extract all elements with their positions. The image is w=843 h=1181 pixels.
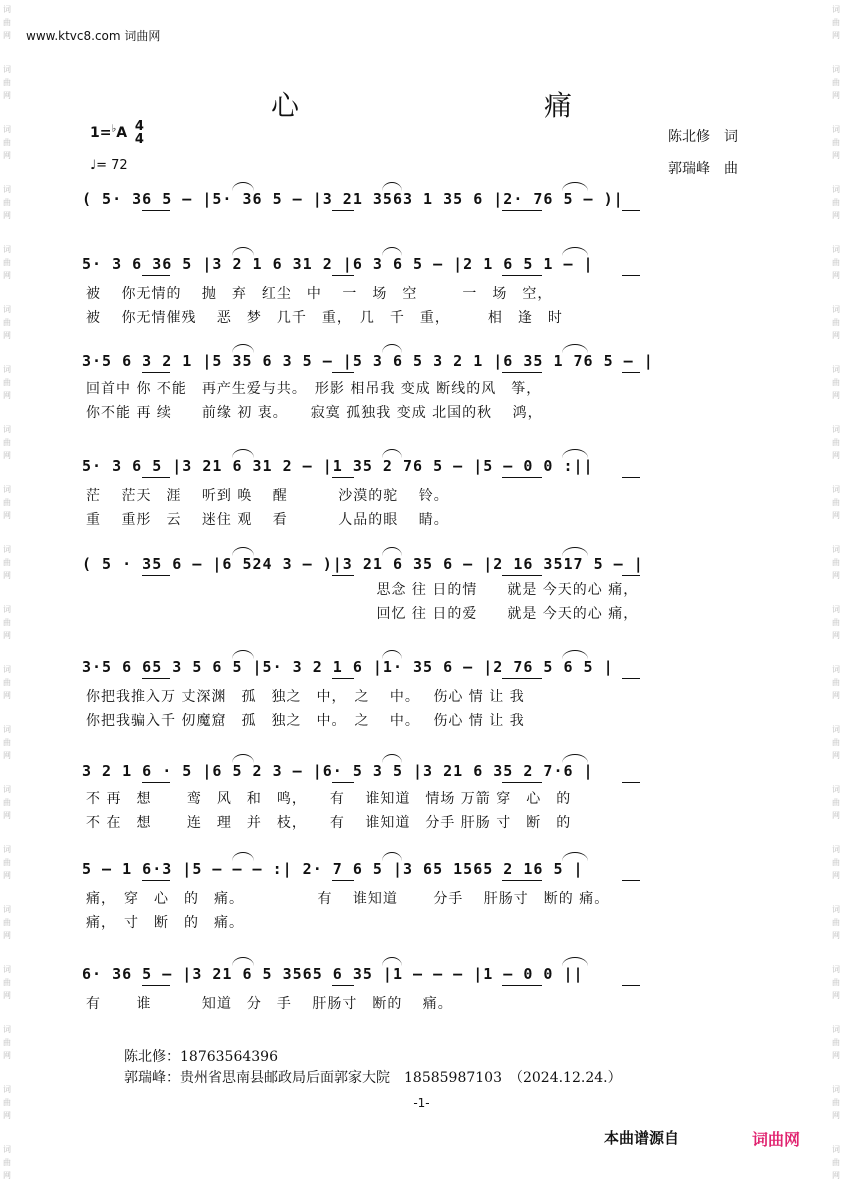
- watermark-char: 词: [3, 845, 11, 854]
- slur-arc: [562, 852, 588, 861]
- watermark-char: 网: [3, 1111, 11, 1120]
- watermark-char: 网: [832, 391, 840, 400]
- watermark-char: 网: [832, 931, 840, 940]
- watermark-char: 词: [3, 245, 11, 254]
- watermark-char: 网: [3, 631, 11, 640]
- beam-line: [332, 477, 354, 479]
- lyric-verse-2: 痛， 寸 断 的 痛。: [86, 915, 244, 931]
- watermark-char: 网: [832, 1111, 840, 1120]
- right-watermark-strip: [829, 0, 843, 1180]
- watermark-char: 曲: [832, 678, 840, 687]
- slur-arc: [562, 182, 588, 191]
- lyric-verse-1: 思念 往 日的情 就是 今天的心 痛，: [86, 582, 639, 598]
- watermark-char: 曲: [3, 798, 11, 807]
- lyric-verse-1: 有 谁 知道 分 手 肝肠寸 断的 痛。: [86, 996, 453, 1012]
- watermark-char: 曲: [832, 798, 840, 807]
- watermark-char: 词: [832, 1025, 840, 1034]
- beam-line: [332, 985, 354, 987]
- beam-line: [142, 678, 170, 680]
- watermark-char: 网: [3, 1171, 11, 1180]
- watermark-char: 曲: [3, 378, 11, 387]
- watermark-char: 曲: [832, 978, 840, 987]
- slur-arc: [382, 449, 402, 458]
- watermark-char: 曲: [832, 858, 840, 867]
- song-title: 心 痛: [271, 89, 690, 122]
- notation-line: 5· 3 6 36 5 |3 2 1 6 31 2 |6 3 6 5 — |2 1 6 5 1 — |: [82, 255, 594, 273]
- watermark-char: 曲: [3, 1038, 11, 1047]
- watermark-char: 网: [3, 271, 11, 280]
- slur-arc: [232, 754, 254, 763]
- watermark-char: 词: [832, 545, 840, 554]
- watermark-char: 网: [3, 991, 11, 1000]
- watermark-char: 曲: [3, 498, 11, 507]
- slur-arc: [562, 344, 588, 353]
- lyric-verse-1: 你把我推入万 丈深渊 孤 独之 中， 之 中。 伤心 情 让 我: [86, 689, 525, 705]
- lyric-verse-2: 重 重彤 云 迷住 观 看 人品的眼 睛。: [86, 512, 449, 528]
- slur-arc: [382, 650, 402, 659]
- key-signature: [90, 120, 144, 146]
- slur-arc: [232, 852, 254, 861]
- lyric-verse-1: 不 再 想 鸾 风 和 鸣， 有 谁知道 情场 万箭 穿 心 的: [86, 791, 572, 807]
- watermark-char: 网: [832, 271, 840, 280]
- watermark-char: 词: [3, 545, 11, 554]
- watermark-char: 曲: [832, 618, 840, 627]
- lyric-verse-2: 你不能 再 续 前缘 初 衷。 寂寞 孤独我 变成 北国的秋 鸿，: [86, 405, 543, 421]
- composer-credit: 郭瑞峰 曲: [668, 161, 738, 177]
- watermark-char: 词: [832, 485, 840, 494]
- watermark-char: 词: [832, 305, 840, 314]
- beam-line: [332, 372, 354, 374]
- beam-line: [622, 985, 640, 987]
- watermark-char: 网: [832, 871, 840, 880]
- beam-line: [142, 880, 170, 882]
- slur-arc: [382, 547, 402, 556]
- slur-arc: [382, 344, 402, 353]
- notation-line: 5 — 1 6·3 |5 — — — :| 2· 7 6 5 |3 65 1565 2 16 5 |: [82, 860, 584, 878]
- key-prefix: 1=: [90, 125, 112, 141]
- watermark-char: 曲: [832, 78, 840, 87]
- watermark-char: 网: [3, 211, 11, 220]
- notation-line: 3·5 6 3 2 1 |5 35 6 3 5 — |5 3 6 5 3 2 1 |6 35 1 76 5 — |: [82, 352, 654, 370]
- notation-line: 3 2 1 6 · 5 |6 5 2 3 — |6· 5 3 5 |3 21 6 35 2 7·6 |: [82, 762, 594, 780]
- slur-arc: [562, 650, 588, 659]
- watermark-char: 词: [3, 1085, 11, 1094]
- score-row: [82, 457, 762, 528]
- score-row: [82, 555, 762, 622]
- watermark-char: 词: [832, 905, 840, 914]
- watermark-char: 词: [832, 245, 840, 254]
- notation-line: 3·5 6 65 3 5 6 5 |5· 3 2 1 6 |1· 35 6 — |2 76 5 6 5 |: [82, 658, 614, 676]
- time-signature: [135, 120, 144, 146]
- beam-line: [502, 575, 542, 577]
- watermark-char: 网: [832, 31, 840, 40]
- slur-arc: [232, 650, 254, 659]
- score-row: [82, 965, 762, 1025]
- watermark-char: 网: [832, 811, 840, 820]
- notation-line: ( 5 · 35 6 — |6 524 3 — )|3 21 6 35 6 — |2 16 3517 5 — |: [82, 555, 644, 573]
- watermark-char: 曲: [832, 438, 840, 447]
- beam-line: [142, 372, 170, 374]
- watermark-char: 曲: [832, 198, 840, 207]
- beam-line: [502, 782, 542, 784]
- beam-line: [502, 275, 542, 277]
- beam-line: [622, 210, 640, 212]
- tempo-mark: ♩= 72: [90, 158, 128, 173]
- flat-sign: ♭: [111, 123, 117, 135]
- lyric-verse-2: 不 在 想 连 理 并 枝， 有 谁知道 分手 肝肠 寸 断 的: [86, 815, 572, 831]
- score-row: [82, 190, 762, 250]
- watermark-char: 词: [832, 125, 840, 134]
- watermark-char: 网: [832, 751, 840, 760]
- beam-line: [622, 372, 640, 374]
- watermark-char: 词: [3, 665, 11, 674]
- lyric-verse-1: 回首中 你 不能 再产生爱与共。 形影 相吊我 变成 断线的风 筝，: [86, 381, 542, 397]
- slur-arc: [562, 754, 588, 763]
- notation-line: 6· 36 5 — |3 21 6 5 3565 6 35 |1 — — — |1 — 0 0 ||: [82, 965, 584, 983]
- watermark-char: 曲: [3, 438, 11, 447]
- beam-line: [332, 782, 354, 784]
- watermark-char: 网: [832, 991, 840, 1000]
- score-row: [82, 352, 762, 421]
- beam-line: [502, 678, 542, 680]
- slur-arc: [232, 449, 254, 458]
- slur-arc: [562, 547, 588, 556]
- left-watermark-strip: [0, 0, 14, 1180]
- watermark-char: 曲: [832, 318, 840, 327]
- slur-arc: [382, 957, 402, 966]
- notation-line: ( 5· 36 5 — |5· 36 5 — |3 21 3563 1 35 6 |2· 76 5 — )|: [82, 190, 624, 208]
- beam-line: [332, 210, 354, 212]
- beam-line: [622, 880, 640, 882]
- watermark-char: 曲: [3, 678, 11, 687]
- beam-line: [622, 275, 640, 277]
- watermark-char: 词: [3, 5, 11, 14]
- watermark-char: 曲: [3, 1158, 11, 1167]
- contact-composer: 郭瑞峰：贵州省思南县邮政局后面郭家大院 18585987103 （2024.12.24.）: [124, 1070, 622, 1086]
- slur-arc: [382, 182, 402, 191]
- lyric-verse-2: 被 你无情催残 恶 梦 几千 重， 几 千 重， 相 逢 时: [86, 310, 563, 326]
- beam-line: [142, 985, 170, 987]
- slur-arc: [382, 852, 402, 861]
- watermark-char: 网: [832, 571, 840, 580]
- watermark-char: 词: [832, 725, 840, 734]
- watermark-char: 网: [832, 211, 840, 220]
- watermark-char: 词: [3, 365, 11, 374]
- key-note: A: [116, 125, 128, 141]
- lyric-verse-1: 被 你无情的 抛 弃 红尘 中 一 场 空 一 场 空，: [86, 286, 553, 302]
- score-row: [82, 762, 762, 831]
- slur-arc: [382, 754, 402, 763]
- watermark-char: 网: [3, 451, 11, 460]
- beam-line: [622, 782, 640, 784]
- watermark-char: 曲: [3, 558, 11, 567]
- watermark-char: 曲: [832, 258, 840, 267]
- beam-line: [142, 275, 170, 277]
- score-row: [82, 658, 762, 729]
- watermark-char: 词: [832, 605, 840, 614]
- watermark-char: 曲: [3, 858, 11, 867]
- watermark-char: 词: [3, 425, 11, 434]
- beam-line: [142, 575, 170, 577]
- watermark-char: 曲: [3, 258, 11, 267]
- watermark-char: 词: [832, 5, 840, 14]
- watermark-char: 词: [3, 965, 11, 974]
- watermark-char: 曲: [832, 138, 840, 147]
- watermark-char: 曲: [3, 18, 11, 27]
- watermark-char: 曲: [832, 1038, 840, 1047]
- contact-lyricist: 陈北修：18763564396: [124, 1049, 278, 1065]
- watermark-char: 曲: [832, 1098, 840, 1107]
- watermark-char: 词: [832, 845, 840, 854]
- watermark-char: 网: [832, 331, 840, 340]
- watermark-char: 曲: [832, 558, 840, 567]
- beam-line: [502, 372, 542, 374]
- watermark-char: 词: [3, 785, 11, 794]
- lyric-verse-2: 你把我骗入千 仞魔窟 孤 独之 中。 之 中。 伤心 情 让 我: [86, 713, 525, 729]
- beam-line: [142, 210, 170, 212]
- watermark-char: 曲: [3, 318, 11, 327]
- watermark-char: 曲: [832, 918, 840, 927]
- watermark-char: 网: [832, 1171, 840, 1180]
- watermark-char: 词: [832, 965, 840, 974]
- slur-arc: [232, 957, 254, 966]
- slur-arc: [232, 547, 254, 556]
- watermark-char: 词: [3, 725, 11, 734]
- watermark-char: 词: [832, 1145, 840, 1154]
- beam-line: [622, 678, 640, 680]
- watermark-char: 曲: [3, 198, 11, 207]
- watermark-char: 词: [832, 365, 840, 374]
- watermark-char: 曲: [3, 918, 11, 927]
- watermark-char: 词: [3, 125, 11, 134]
- watermark-char: 词: [832, 665, 840, 674]
- watermark-char: 词: [3, 185, 11, 194]
- watermark-char: 曲: [3, 978, 11, 987]
- notation-line: 5· 3 6 5 |3 21 6 31 2 — |1 35 2 76 5 — |5 — 0 0 :||: [82, 457, 594, 475]
- watermark-char: 词: [832, 785, 840, 794]
- lyric-verse-1: 痛， 穿 心 的 痛。 有 谁知道 分手 肝肠寸 断的 痛。: [86, 891, 610, 907]
- watermark-char: 词: [832, 185, 840, 194]
- beam-line: [142, 782, 170, 784]
- watermark-char: 网: [832, 1051, 840, 1060]
- watermark-char: 网: [832, 511, 840, 520]
- watermark-char: 网: [832, 151, 840, 160]
- slur-arc: [562, 957, 588, 966]
- beam-line: [142, 477, 170, 479]
- watermark-char: 曲: [832, 18, 840, 27]
- watermark-char: 词: [832, 65, 840, 74]
- watermark-char: 曲: [3, 138, 11, 147]
- watermark-char: 曲: [3, 738, 11, 747]
- watermark-char: 词: [3, 305, 11, 314]
- time-bottom: 4: [134, 132, 144, 147]
- watermark-char: 网: [3, 151, 11, 160]
- watermark-char: 网: [3, 391, 11, 400]
- watermark-char: 网: [3, 751, 11, 760]
- slur-arc: [562, 449, 588, 458]
- watermark-char: 词: [3, 605, 11, 614]
- beam-line: [502, 477, 542, 479]
- watermark-char: 网: [3, 91, 11, 100]
- lyricist-credit: 陈北修 词: [668, 129, 738, 145]
- page-number: -1-: [413, 1096, 430, 1110]
- watermark-char: 词: [3, 905, 11, 914]
- beam-line: [502, 880, 542, 882]
- watermark-char: 网: [3, 511, 11, 520]
- watermark-char: 网: [832, 451, 840, 460]
- slur-arc: [232, 182, 254, 191]
- beam-line: [332, 880, 354, 882]
- watermark-char: 曲: [832, 1158, 840, 1167]
- watermark-char: 网: [3, 1051, 11, 1060]
- source-label: 本曲谱源自: [604, 1129, 680, 1147]
- watermark-char: 网: [3, 931, 11, 940]
- beam-line: [622, 477, 640, 479]
- watermark-char: 网: [832, 691, 840, 700]
- beam-line: [332, 575, 354, 577]
- beam-line: [622, 575, 640, 577]
- watermark-char: 网: [3, 571, 11, 580]
- watermark-char: 词: [3, 1025, 11, 1034]
- watermark-char: 曲: [832, 378, 840, 387]
- watermark-char: 词: [3, 65, 11, 74]
- lyric-verse-1: 茫 茫天 涯 听到 唤 醒 沙漠的驼 铃。: [86, 488, 449, 504]
- watermark-char: 词: [3, 1145, 11, 1154]
- watermark-char: 曲: [832, 738, 840, 747]
- brand-link[interactable]: 词曲网: [752, 1130, 801, 1149]
- watermark-char: 网: [3, 871, 11, 880]
- watermark-char: 曲: [832, 498, 840, 507]
- watermark-char: 网: [3, 331, 11, 340]
- lyric-verse-2: 回忆 往 日的爱 就是 今天的心 痛，: [86, 606, 639, 622]
- slur-arc: [232, 344, 254, 353]
- watermark-char: 网: [832, 91, 840, 100]
- watermark-char: 网: [3, 31, 11, 40]
- score-row: [82, 255, 762, 326]
- beam-line: [332, 275, 354, 277]
- watermark-char: 词: [832, 1085, 840, 1094]
- watermark-char: 网: [3, 691, 11, 700]
- beam-line: [502, 210, 542, 212]
- watermark-char: 词: [3, 485, 11, 494]
- beam-line: [502, 985, 542, 987]
- watermark-char: 曲: [3, 618, 11, 627]
- watermark-char: 网: [832, 631, 840, 640]
- watermark-char: 曲: [3, 1098, 11, 1107]
- site-url[interactable]: www.ktvc8.com 词曲网: [26, 29, 161, 43]
- watermark-char: 曲: [3, 78, 11, 87]
- watermark-char: 网: [3, 811, 11, 820]
- watermark-char: 词: [832, 425, 840, 434]
- time-top: 4: [134, 119, 144, 134]
- score-row: [82, 860, 762, 931]
- beam-line: [332, 678, 354, 680]
